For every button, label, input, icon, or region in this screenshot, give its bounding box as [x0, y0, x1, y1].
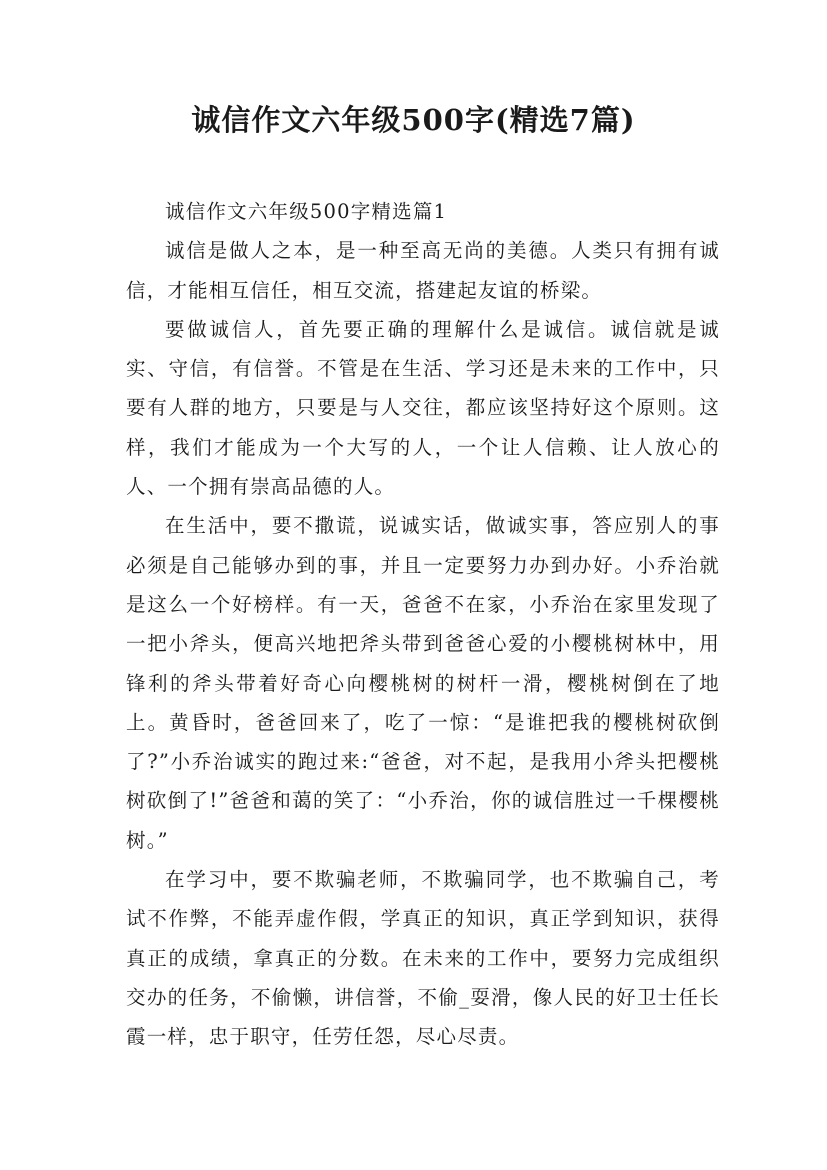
document-body: [126, 192, 720, 1057]
paragraph-4: 在学习中，要不欺骗老师，不欺骗同学，也不欺骗自己，考试不作弊，不能弄虚作假，学真正的知识，真正学到知识，获得真正的成绩，拿真正的分数。在未来的工作中，要努力完成组织交办的任务，不偷懒，讲信誉，不偷_耍滑，像人民的好卫士任长霞一样，忠于职守，任劳任怨，尽心尽责。: [126, 868, 720, 1049]
paragraph-3: 在生活中，要不撒谎，说诚实话，做诚实事，答应别人的事必须是自己能够办到的事，并且一定要努力办到办好。小乔治就是这么一个好榜样。有一天，爸爸不在家，小乔治在家里发现了一把小斧头，便高兴地把斧头带到爸爸心爱的小樱桃树林中，用锋利的斧头带着好奇心向樱桃树的树杆一滑，樱桃树倒在了地上。黄昏时，爸爸回来了，吃了一惊：“是谁把我的樱桃树砍倒了?”小乔治诚实的跑过来:“爸爸，对不起，是我用小斧头把樱桃树砍倒了!”爸爸和蔼的笑了：“小乔治，你的诚信胜过一千棵樱桃树。”: [126, 514, 720, 852]
paragraph-1: 诚信是做人之本，是一种至高无尚的美德。人类只有拥有诚信，才能相互信任，相互交流，搭建起友谊的桥梁。: [126, 239, 720, 302]
section-heading: 诚信作文六年级500字精选篇1: [165, 200, 448, 223]
document-title: 诚信作文六年级500字(精选7篇): [191, 103, 636, 137]
paragraph-2: 要做诚信人，首先要正确的理解什么是诚信。诚信就是诚实、守信，有信誉。不管是在生活、学习还是未来的工作中，只要有人群的地方，只要是与人交往，都应该坚持好这个原则。这样，我们才能成为一个大写的人，一个让人信赖、让人放心的人、一个拥有崇高品德的人。: [126, 317, 720, 499]
